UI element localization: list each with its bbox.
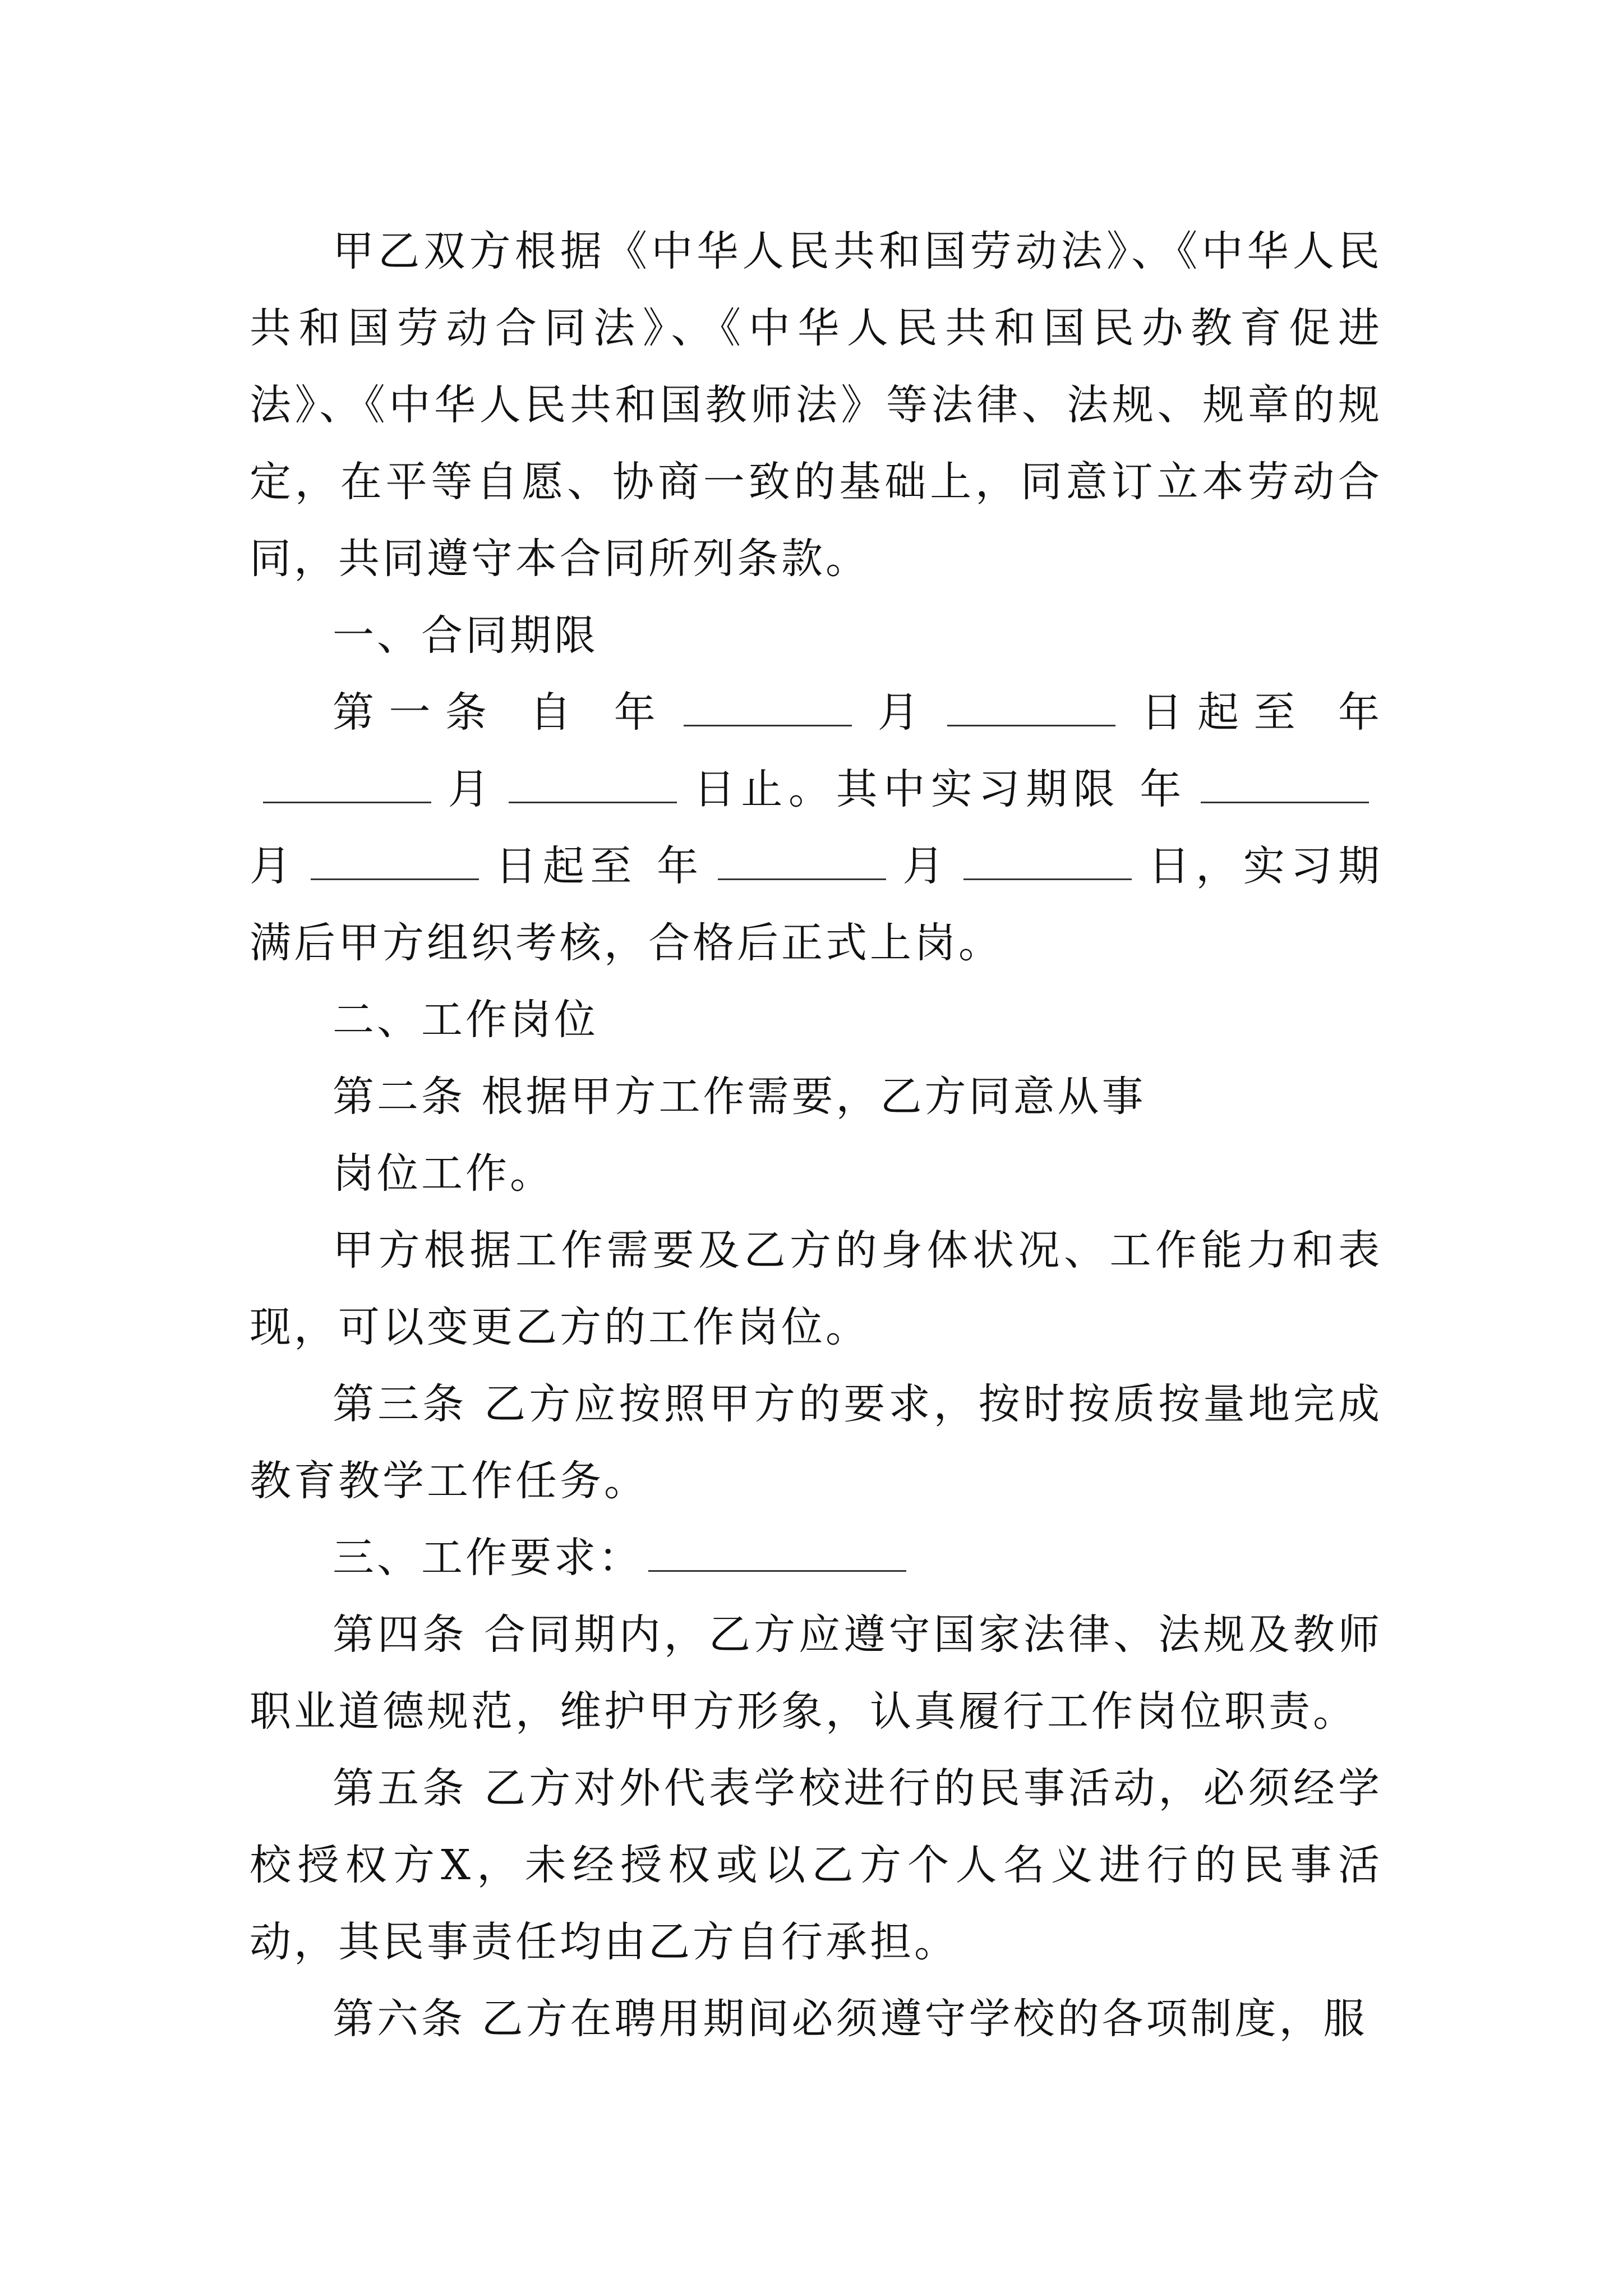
article-2-line-2: 岗位工作。 xyxy=(333,1149,554,1198)
article-4-paragraph: 第四条 合同期内，乙方应遵守国家法律、法规及教师职业道德规范，维护甲方形象，认真履行工作岗位职责。 xyxy=(250,1611,1382,1736)
article-3-paragraph: 第三条 乙方应按照甲方的要求，按时按质按量地完成教育教学工作任务。 xyxy=(250,1380,1382,1505)
blank-day-4 xyxy=(963,841,1132,880)
article-1-text-1: 第一条 自 年 xyxy=(333,688,671,737)
article-1-text-3: 日起至 年 xyxy=(1129,688,1383,737)
blank-work-requirements xyxy=(648,1533,906,1572)
article-1-text-5: 日止。其中实习期限 年 xyxy=(690,765,1187,813)
blank-month-1 xyxy=(684,687,852,726)
article-1-text-2: 月 xyxy=(865,688,934,737)
intro-paragraph: 甲乙双方根据《中华人民共和国劳动法》、《中华人民共和国劳动合同法》、《中华人民共和国民办教育促进法》、《中华人民共和国教师法》等法律、法规、规章的规定，在平等自愿、协商一致的基础上，同意订立本劳动合同，共同遵守本合同所列条款。 xyxy=(250,227,1382,583)
article-1-text-8: 月 xyxy=(899,842,950,890)
contract-body xyxy=(250,213,1382,2058)
section-1-heading: 一、合同期限 xyxy=(333,611,598,660)
section-3-heading xyxy=(250,1520,1382,1596)
section-3-heading-text: 三、工作要求： xyxy=(333,1534,643,1582)
article-1-text-6: 月 xyxy=(250,842,297,890)
article-1-text-7: 日起至 年 xyxy=(492,842,704,890)
blank-day-1 xyxy=(947,687,1115,726)
section-2-heading: 二、工作岗位 xyxy=(333,996,598,1044)
article-1-text-4: 月 xyxy=(445,765,496,813)
article-2-line-1: 第二条 根据甲方工作需要，乙方同意从事 xyxy=(333,1073,1146,1121)
article-2-paragraph-2: 甲方根据工作需要及乙方的身体状况、工作能力和表现，可以变更乙方的工作岗位。 xyxy=(250,1226,1382,1351)
article-1-paragraph xyxy=(250,674,1382,982)
blank-day-2 xyxy=(509,764,677,803)
article-6-paragraph: 第六条 乙方在聘用期间必须遵守学校的各项制度，服 xyxy=(333,1995,1368,2043)
article-5-paragraph: 第五条 乙方对外代表学校进行的民事活动，必须经学校授权方X，未经授权或以乙方个人名义进行的民事活动，其民事责任均由乙方自行承担。 xyxy=(250,1764,1382,1966)
blank-month-3 xyxy=(1201,764,1369,803)
article-1-text-9: 日，实习期满后甲方组织考核，合格后正式上岗。 xyxy=(250,842,1383,967)
blank-month-2 xyxy=(263,764,431,803)
blank-month-4 xyxy=(718,841,886,880)
blank-day-3 xyxy=(311,841,479,880)
